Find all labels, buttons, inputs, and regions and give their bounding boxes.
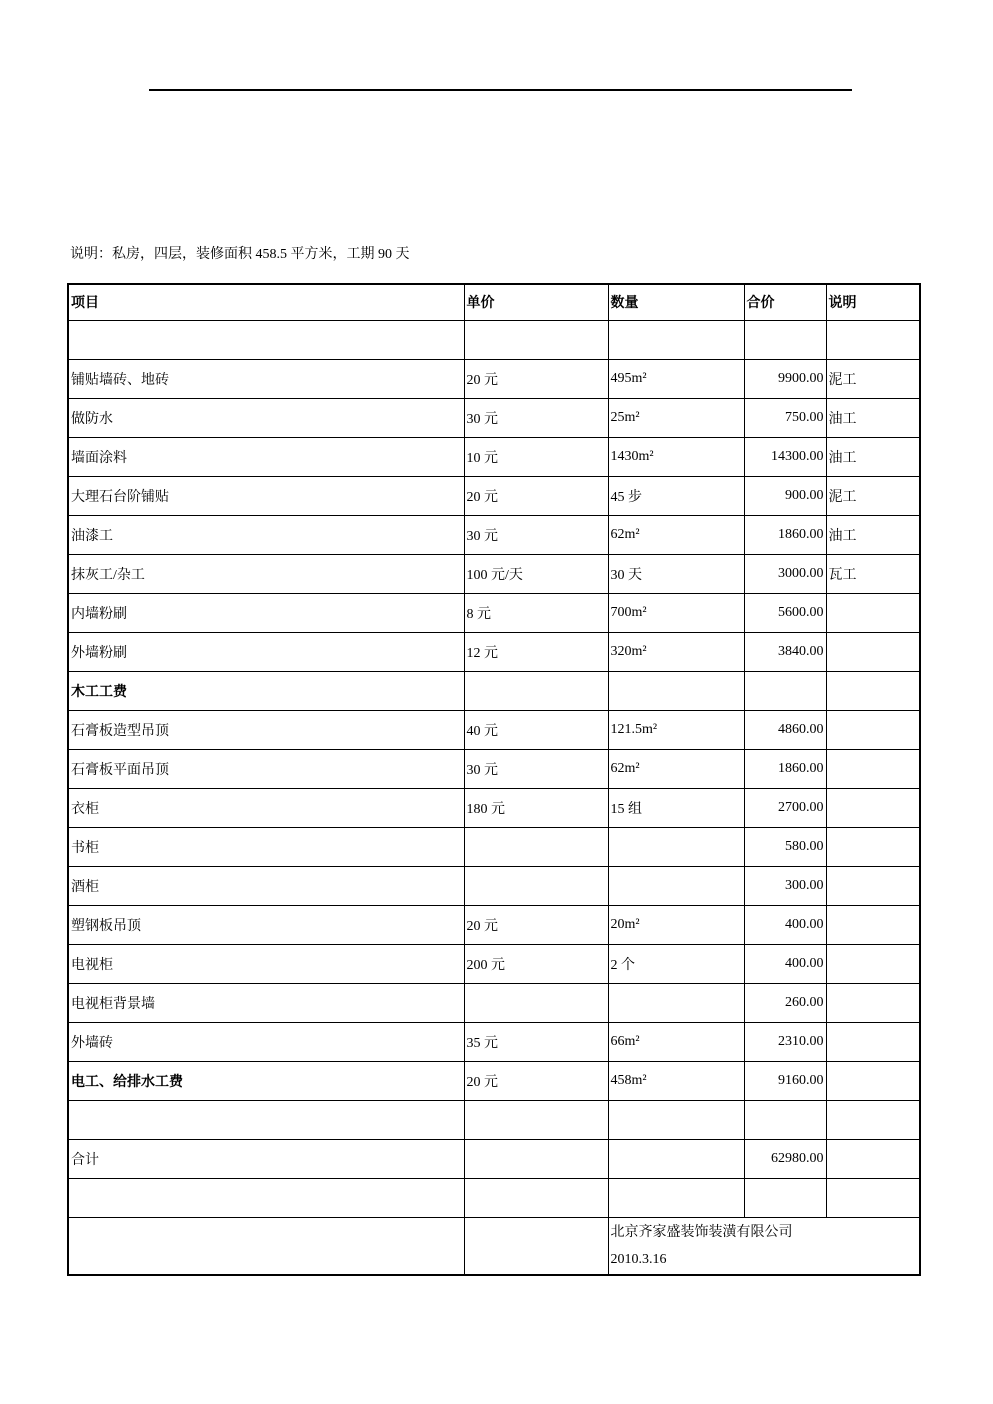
footer-signature-cell: [608, 1217, 920, 1275]
quote-table: [67, 283, 921, 1276]
note-cell: [826, 827, 920, 866]
header-unit-price: 单价: [464, 284, 608, 320]
quantity-cell: [608, 983, 744, 1022]
quantity-cell: 25m²: [608, 398, 744, 437]
quantity-cell: [608, 671, 744, 710]
unit-price-cell: 12 元: [464, 632, 608, 671]
note-cell: 瓦工: [826, 554, 920, 593]
item-cell: 石膏板造型吊顶: [68, 710, 464, 749]
note-cell: [826, 944, 920, 983]
quantity-cell: 45 步: [608, 476, 744, 515]
total-cell: 1860.00: [744, 749, 826, 788]
table-row: [68, 1022, 920, 1061]
unit-price-cell: 180 元: [464, 788, 608, 827]
quantity-cell: [608, 1178, 744, 1217]
quantity-cell: 458m²: [608, 1061, 744, 1100]
table-row: [68, 476, 920, 515]
note-cell: [826, 749, 920, 788]
unit-price-cell: 35 元: [464, 1022, 608, 1061]
note-cell: [826, 1100, 920, 1139]
note-line: 说明：私房，四层，装修面积 458.5 平方米，工期 90 天: [70, 247, 410, 262]
total-cell: 2700.00: [744, 788, 826, 827]
total-cell: 260.00: [744, 983, 826, 1022]
table-section-row: [68, 1061, 920, 1100]
item-cell: 外墙粉刷: [68, 632, 464, 671]
item-cell: 衣柜: [68, 788, 464, 827]
quantity-cell: [608, 320, 744, 359]
header-item: 项目: [68, 284, 464, 320]
quantity-cell: 30 天: [608, 554, 744, 593]
table-row: [68, 749, 920, 788]
item-cell: 大理石台阶铺贴: [68, 476, 464, 515]
unit-price-cell: [464, 1139, 608, 1178]
total-cell: 5600.00: [744, 593, 826, 632]
grand-total-cell: 62980.00: [744, 1139, 826, 1178]
quantity-cell: 62m²: [608, 515, 744, 554]
header-total: 合价: [744, 284, 826, 320]
total-cell: 9160.00: [744, 1061, 826, 1100]
total-cell: 3000.00: [744, 554, 826, 593]
note-cell: 油工: [826, 398, 920, 437]
table-header-row: [68, 284, 920, 320]
note-cell: [826, 320, 920, 359]
unit-price-cell: 20 元: [464, 476, 608, 515]
table-row: [68, 554, 920, 593]
total-cell: 14300.00: [744, 437, 826, 476]
note-cell: [826, 671, 920, 710]
note-cell: [826, 632, 920, 671]
note-cell: 泥工: [826, 359, 920, 398]
table-row: [68, 593, 920, 632]
quantity-cell: [608, 1139, 744, 1178]
total-cell: [744, 671, 826, 710]
total-cell: 3840.00: [744, 632, 826, 671]
item-cell: 塑钢板吊顶: [68, 905, 464, 944]
note-cell: 油工: [826, 437, 920, 476]
item-cell: [68, 1100, 464, 1139]
quantity-cell: 2 个: [608, 944, 744, 983]
note-cell: [826, 1178, 920, 1217]
unit-price-cell: 30 元: [464, 749, 608, 788]
header-rule: [149, 89, 852, 91]
total-cell: 580.00: [744, 827, 826, 866]
item-cell: 木工工费: [68, 671, 464, 710]
note-cell: [826, 983, 920, 1022]
table-footer-row: [68, 1217, 920, 1275]
unit-price-cell: [464, 1178, 608, 1217]
table-row: [68, 827, 920, 866]
quantity-cell: 1430m²: [608, 437, 744, 476]
note-cell: [826, 1139, 920, 1178]
quantity-cell: 121.5m²: [608, 710, 744, 749]
table-row: [68, 359, 920, 398]
quantity-cell: [608, 1100, 744, 1139]
table-section-row: [68, 671, 920, 710]
item-cell: 墙面涂料: [68, 437, 464, 476]
unit-price-cell: [464, 1100, 608, 1139]
header-note: 说明: [826, 284, 920, 320]
note-cell: [826, 593, 920, 632]
item-cell: 石膏板平面吊顶: [68, 749, 464, 788]
unit-price-cell: [464, 320, 608, 359]
table-row: [68, 944, 920, 983]
table-row: [68, 398, 920, 437]
item-cell: 抹灰工/杂工: [68, 554, 464, 593]
table-total-row: [68, 1139, 920, 1178]
total-cell: 9900.00: [744, 359, 826, 398]
total-cell: 2310.00: [744, 1022, 826, 1061]
table-row: [68, 1178, 920, 1217]
quantity-cell: 20m²: [608, 905, 744, 944]
item-cell: 外墙砖: [68, 1022, 464, 1061]
quantity-cell: [608, 866, 744, 905]
unit-price-cell: 10 元: [464, 437, 608, 476]
note-cell: [826, 788, 920, 827]
table-row: [68, 710, 920, 749]
note-cell: [826, 905, 920, 944]
item-cell: 书柜: [68, 827, 464, 866]
unit-price-cell: 40 元: [464, 710, 608, 749]
table-row: [68, 515, 920, 554]
total-cell: [744, 1100, 826, 1139]
total-cell: 750.00: [744, 398, 826, 437]
item-cell: [68, 320, 464, 359]
note-cell: 泥工: [826, 476, 920, 515]
note-cell: [826, 710, 920, 749]
quantity-cell: 495m²: [608, 359, 744, 398]
item-cell: 内墙粉刷: [68, 593, 464, 632]
quantity-cell: 15 组: [608, 788, 744, 827]
item-cell: [68, 1178, 464, 1217]
table-row: [68, 1100, 920, 1139]
table-row: [68, 437, 920, 476]
table-row: [68, 866, 920, 905]
item-cell: 电视柜: [68, 944, 464, 983]
total-cell: 4860.00: [744, 710, 826, 749]
note-cell: [826, 866, 920, 905]
unit-price-cell: 20 元: [464, 905, 608, 944]
unit-price-cell: 20 元: [464, 359, 608, 398]
unit-price-cell: 30 元: [464, 515, 608, 554]
item-cell: 做防水: [68, 398, 464, 437]
unit-price-cell: 200 元: [464, 944, 608, 983]
quantity-cell: [608, 827, 744, 866]
note-cell: [826, 1022, 920, 1061]
quote-date: 2010.3.16: [610, 1251, 667, 1267]
total-cell: 900.00: [744, 476, 826, 515]
total-cell: [744, 1178, 826, 1217]
table-row: [68, 320, 920, 359]
table-row: [68, 983, 920, 1022]
unit-price-cell: 100 元/天: [464, 554, 608, 593]
total-cell: 1860.00: [744, 515, 826, 554]
total-cell: 400.00: [744, 905, 826, 944]
note-cell: [826, 1061, 920, 1100]
item-cell: 油漆工: [68, 515, 464, 554]
unit-price-cell: [464, 671, 608, 710]
unit-price-cell: [464, 866, 608, 905]
header-quantity: 数量: [608, 284, 744, 320]
total-cell: [744, 320, 826, 359]
total-cell: 300.00: [744, 866, 826, 905]
company-name: 北京齐家盛装饰装潢有限公司: [610, 1224, 793, 1240]
quantity-cell: 66m²: [608, 1022, 744, 1061]
unit-price-cell: [464, 983, 608, 1022]
item-cell: 电视柜背景墙: [68, 983, 464, 1022]
unit-price-cell: [464, 827, 608, 866]
quantity-cell: 62m²: [608, 749, 744, 788]
item-cell: 铺贴墙砖、地砖: [68, 359, 464, 398]
unit-price-cell: 30 元: [464, 398, 608, 437]
unit-price-cell: 8 元: [464, 593, 608, 632]
table-row: [68, 788, 920, 827]
item-cell: 酒柜: [68, 866, 464, 905]
note-cell: 油工: [826, 515, 920, 554]
item-cell: 合计: [68, 1139, 464, 1178]
table-row: [68, 905, 920, 944]
table-row: [68, 632, 920, 671]
footer-empty-price-cell: [464, 1217, 608, 1275]
quantity-cell: 700m²: [608, 593, 744, 632]
footer-empty-item-cell: [68, 1217, 464, 1275]
quantity-cell: 320m²: [608, 632, 744, 671]
total-cell: 400.00: [744, 944, 826, 983]
unit-price-cell: 20 元: [464, 1061, 608, 1100]
item-cell: 电工、给排水工费: [68, 1061, 464, 1100]
